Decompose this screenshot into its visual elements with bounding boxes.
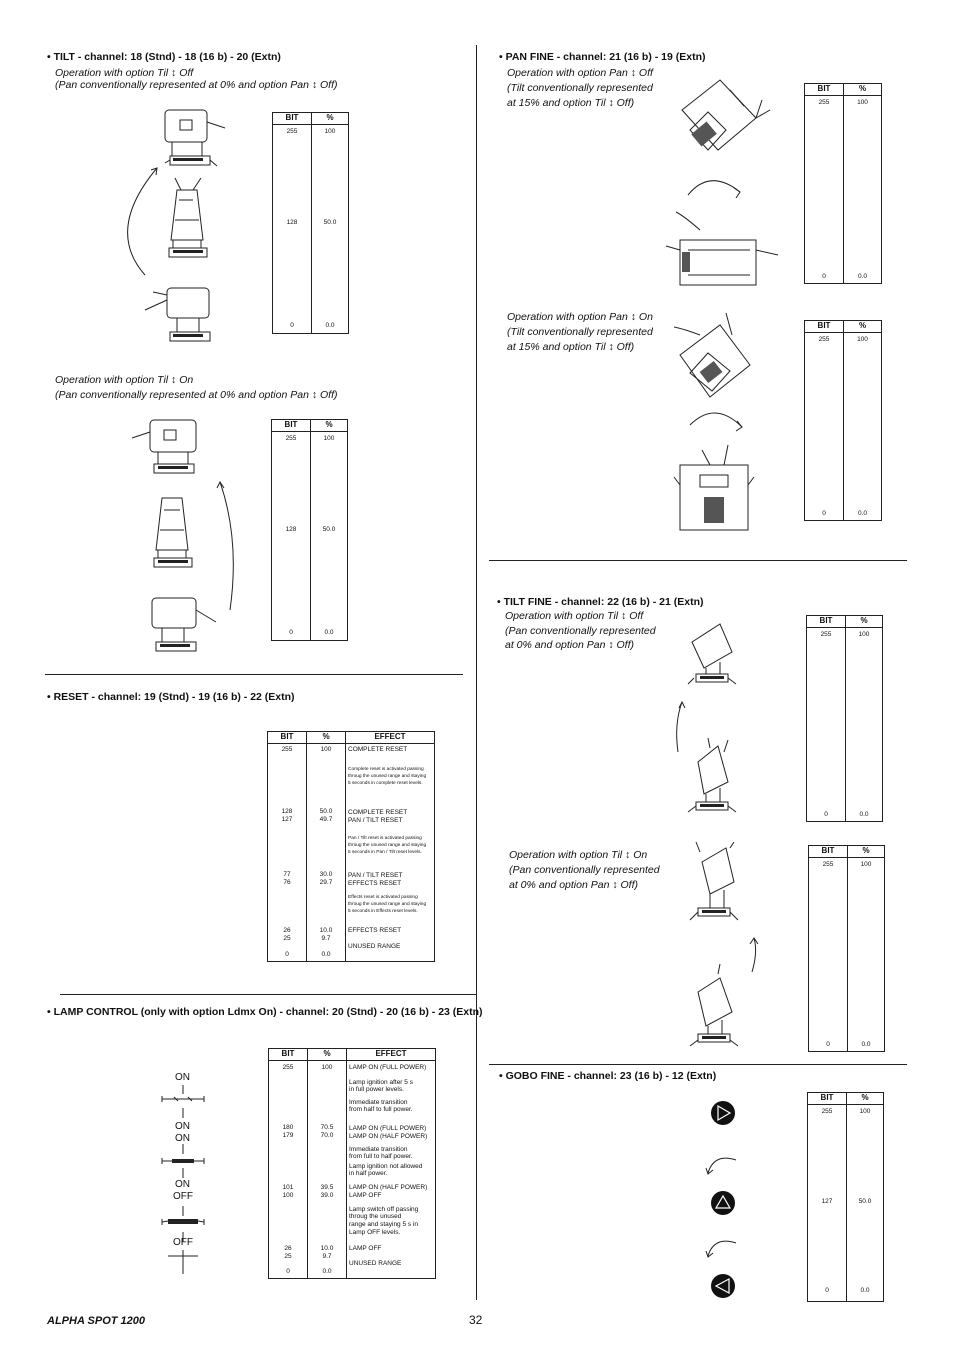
gobo-fine-table — [807, 1092, 884, 1302]
tilt-fine-heading: • TILT FINE - channel: 22 (16 b) - 21 (Extn) — [497, 596, 704, 608]
rotate-arrow-icon — [706, 1158, 736, 1174]
pct: 70.5 — [320, 1124, 334, 1131]
pct: 0.0 — [321, 951, 331, 958]
pan-fine-op1-line3: at 15% and option Til ↕ Off) — [507, 97, 635, 109]
effect: LAMP OFF — [349, 1245, 382, 1252]
bit: 77 — [283, 871, 291, 878]
tilt-off-illustration — [115, 100, 245, 350]
pct-50: 50.0 — [858, 1198, 872, 1205]
pct-0: 0.0 — [860, 1287, 870, 1294]
effect: LAMP ON (FULL POWER) — [349, 1064, 427, 1071]
pct-100: 100 — [859, 1108, 871, 1115]
center-divider — [476, 45, 477, 1300]
divider-tiltfine-gobofine — [489, 1064, 907, 1065]
bit-0: 0 — [822, 510, 826, 517]
pct-0: 0.0 — [324, 629, 334, 636]
pct: 10.0 — [319, 927, 333, 934]
bit: 180 — [282, 1124, 294, 1131]
effect-note: throug the unused range and staying — [348, 843, 427, 848]
effect-note: in full power levels. — [349, 1086, 404, 1093]
bit-0: 0 — [825, 1287, 829, 1294]
effect-note: 5 seconds in complete reset levels. — [348, 781, 423, 786]
effect-note: Lamp ignition not allowed — [349, 1163, 423, 1170]
effect: LAMP ON (HALF POWER) — [349, 1184, 428, 1191]
effect-note: Effects reset is activated passing — [348, 895, 418, 900]
effect: LAMP OFF — [349, 1192, 382, 1199]
effect-note: from full to half power. — [349, 1153, 413, 1160]
tilt-fine-op1-line2: (Pan conventionally represented — [505, 625, 656, 637]
effect: EFFECTS RESET — [348, 880, 402, 887]
lamp-switch-diagram — [158, 1082, 210, 1277]
bit: 100 — [282, 1192, 294, 1199]
effect-note: throug the unused range and staying — [348, 774, 427, 779]
tilt-op1-line1: Operation with option Til ↕ Off — [55, 67, 194, 79]
pan-fine-off-illustration — [670, 70, 780, 295]
tilt-fine-on-illustration — [670, 842, 770, 1057]
pct: 100 — [320, 746, 332, 753]
divider-reset-lamp — [60, 994, 476, 995]
pct: 39.5 — [320, 1184, 334, 1191]
pct-50: 50.0 — [322, 526, 336, 533]
bit-128: 128 — [286, 219, 298, 226]
col-pct: % — [312, 113, 349, 125]
pct: 100 — [321, 1064, 333, 1071]
col-bit: BIT — [273, 113, 312, 125]
effect-note: Lamp ignition after 5 s — [349, 1079, 413, 1086]
col-pct: % — [308, 1049, 347, 1061]
pct: 9.7 — [322, 1253, 332, 1260]
pan-fine-table-off — [804, 83, 882, 284]
lamp-label-on: ON — [175, 1133, 190, 1144]
effect-note: Lamp switch off passing — [349, 1206, 419, 1213]
pct-100: 100 — [323, 435, 335, 442]
lamp-label-off: OFF — [173, 1191, 193, 1202]
effect-note: 5 seconds in Pan / Tilt reset levels. — [348, 850, 422, 855]
pct-100: 100 — [858, 631, 870, 638]
gobo-fine-heading: • GOBO FINE - channel: 23 (16 b) - 12 (Extn) — [499, 1070, 717, 1082]
bit: 26 — [284, 1245, 292, 1252]
col-bit: BIT — [807, 616, 846, 628]
tilt-fine-op2-line3: at 0% and option Pan ↕ Off) — [509, 879, 638, 891]
effect: UNUSED RANGE — [349, 1260, 402, 1267]
effect-note: throug the unused range and staying — [348, 902, 427, 907]
bit: 255 — [282, 1064, 294, 1071]
col-bit: BIT — [809, 846, 848, 858]
effect-note: Complete reset is activated passing — [348, 767, 424, 772]
bit: 76 — [283, 879, 291, 886]
tilt-op2-line1: Operation with option Til ↕ On — [55, 374, 194, 386]
pan-fine-on-illustration — [670, 305, 780, 535]
pan-fine-op2-line2: (Tilt conventionally represented — [507, 326, 653, 338]
pct-100: 100 — [860, 861, 872, 868]
lamp-table — [268, 1048, 436, 1279]
effect: PAN / TILT RESET — [348, 817, 403, 824]
bit: 0 — [286, 1268, 290, 1275]
tilt-on-illustration — [120, 410, 250, 660]
tilt-fine-off-illustration — [670, 612, 750, 827]
col-bit: BIT — [272, 420, 311, 432]
tilt-heading: • TILT - channel: 18 (Stnd) - 18 (16 b) - 20 (Extn) — [47, 51, 281, 63]
effect: PAN / TILT RESET — [348, 872, 403, 879]
col-pct: % — [846, 616, 883, 628]
pan-fine-op2-line1: Operation with option Pan ↕ On — [507, 311, 653, 323]
effect-note: range and staying 5 s in — [349, 1221, 419, 1228]
gobo-triangle-up-icon — [711, 1191, 735, 1215]
bit-127: 127 — [821, 1198, 833, 1205]
footer-product: ALPHA SPOT 1200 — [47, 1315, 146, 1327]
tilt-fine-table-off — [806, 615, 883, 822]
tilt-fine-op1-line1: Operation with option Til ↕ Off — [505, 610, 644, 622]
bit-128: 128 — [285, 526, 297, 533]
bit: 179 — [282, 1132, 294, 1139]
pct: 29.7 — [319, 879, 333, 886]
col-pct: % — [847, 1093, 884, 1105]
col-effect: EFFECT — [346, 732, 435, 744]
col-bit: BIT — [268, 732, 307, 744]
tilt-fine-table-on — [808, 845, 885, 1052]
bit: 26 — [283, 927, 291, 934]
bit: 25 — [284, 1253, 292, 1260]
pct: 0.0 — [322, 1268, 332, 1275]
lamp-heading: • LAMP CONTROL (only with option Ldmx On) - channel: 20 (Stnd) - 20 (16 b) - 23 (Extn) — [47, 1006, 483, 1018]
effect: COMPLETE RESET — [348, 746, 408, 753]
col-bit: BIT — [808, 1093, 847, 1105]
bit: 101 — [282, 1184, 294, 1191]
pct: 70.0 — [320, 1132, 334, 1139]
gobo-rotation-illustration — [700, 1098, 750, 1303]
bit-255: 255 — [821, 1108, 833, 1115]
bit-255: 255 — [820, 631, 832, 638]
effect-note: 5 seconds in Effects reset levels. — [348, 909, 418, 914]
col-effect: EFFECT — [347, 1049, 436, 1061]
pct: 50.0 — [319, 808, 333, 815]
pan-fine-heading: • PAN FINE - channel: 21 (16 b) - 19 (Extn) — [499, 51, 706, 63]
tilt-fine-op2-line2: (Pan conventionally represented — [509, 864, 660, 876]
effect: LAMP ON (FULL POWER) — [349, 1125, 427, 1132]
col-bit: BIT — [269, 1049, 308, 1061]
page-number: 32 — [469, 1313, 483, 1327]
bit-255: 255 — [286, 128, 298, 135]
bit: 255 — [281, 746, 293, 753]
col-pct: % — [311, 420, 348, 432]
pct-0: 0.0 — [857, 510, 868, 517]
bit-0: 0 — [822, 273, 826, 280]
reset-heading: • RESET - channel: 19 (Stnd) - 19 (16 b) - 22 (Extn) — [47, 691, 295, 703]
effect: LAMP ON (HALF POWER) — [349, 1133, 428, 1140]
bit: 127 — [281, 816, 293, 823]
pct: 9.7 — [321, 935, 331, 942]
bit-255: 255 — [818, 99, 830, 106]
effect-note: Pan / Tilt reset is activated passing — [348, 836, 422, 841]
tilt-table-off — [272, 112, 349, 334]
pct-50: 50.0 — [323, 219, 337, 226]
lamp-label-on: ON — [175, 1179, 190, 1190]
effect-note: Lamp OFF levels. — [349, 1229, 401, 1236]
tilt-op1-line2: (Pan conventionally represented at 0% and option Pan ↕ Off) — [55, 79, 338, 91]
effect: EFFECTS RESET — [348, 927, 402, 934]
pan-fine-op1-line1: Operation with option Pan ↕ Off — [507, 67, 653, 79]
pct-0: 0.0 — [859, 811, 869, 818]
col-pct: % — [848, 846, 885, 858]
lamp-label-on: ON — [175, 1072, 190, 1083]
bit-0: 0 — [290, 322, 294, 329]
bit-0: 0 — [826, 1041, 830, 1048]
bit: 128 — [281, 808, 293, 815]
pan-fine-op1-line2: (Tilt conventionally represented — [507, 82, 653, 94]
reset-table — [267, 731, 435, 962]
gobo-triangle-left-icon — [711, 1274, 735, 1298]
pan-fine-op2-line3: at 15% and option Til ↕ Off) — [507, 341, 635, 353]
pct: 30.0 — [319, 871, 333, 878]
pct-0: 0.0 — [857, 273, 868, 280]
lamp-label-off: OFF — [173, 1237, 193, 1248]
bit-0: 0 — [289, 629, 293, 636]
effect-note: throug the unused — [349, 1213, 402, 1220]
effect: COMPLETE RESET — [348, 809, 408, 816]
effect-note: from half to full power. — [349, 1106, 413, 1113]
lamp-label-on: ON — [175, 1121, 190, 1132]
effect: UNUSED RANGE — [348, 943, 401, 950]
pct-100: 100 — [324, 128, 336, 135]
bit: 25 — [283, 935, 291, 942]
pct-100: 100 — [857, 99, 868, 106]
bit-255: 255 — [818, 336, 830, 343]
col-pct: % — [844, 321, 882, 333]
tilt-table-on — [271, 419, 348, 641]
gobo-triangle-right-icon — [711, 1101, 735, 1125]
effect-note: Immediate transition — [349, 1099, 408, 1106]
tilt-fine-op2-line1: Operation with option Til ↕ On — [509, 849, 648, 861]
pct-100: 100 — [857, 336, 868, 343]
bit-0: 0 — [824, 811, 828, 818]
pct: 39.0 — [320, 1192, 334, 1199]
pct-0: 0.0 — [861, 1041, 871, 1048]
tilt-op2-line2: (Pan conventionally represented at 0% and option Pan ↕ Off) — [55, 389, 338, 401]
bit: 0 — [285, 951, 289, 958]
divider-tilt-reset — [45, 674, 463, 675]
effect-note: in half power. — [349, 1170, 388, 1177]
tilt-fine-op1-line3: at 0% and option Pan ↕ Off) — [505, 639, 634, 651]
pct: 49.7 — [319, 816, 333, 823]
pct-0: 0.0 — [325, 322, 335, 329]
divider-panfine-tiltfine — [489, 560, 907, 561]
col-bit: BIT — [805, 84, 844, 96]
bit-255: 255 — [822, 861, 834, 868]
bit-255: 255 — [285, 435, 297, 442]
col-pct: % — [307, 732, 346, 744]
pan-fine-table-on — [804, 320, 882, 521]
effect-note: Immediate transition — [349, 1146, 408, 1153]
pct: 10.0 — [320, 1245, 334, 1252]
col-bit: BIT — [805, 321, 844, 333]
col-pct: % — [844, 84, 882, 96]
rotate-arrow-icon — [706, 1241, 736, 1257]
